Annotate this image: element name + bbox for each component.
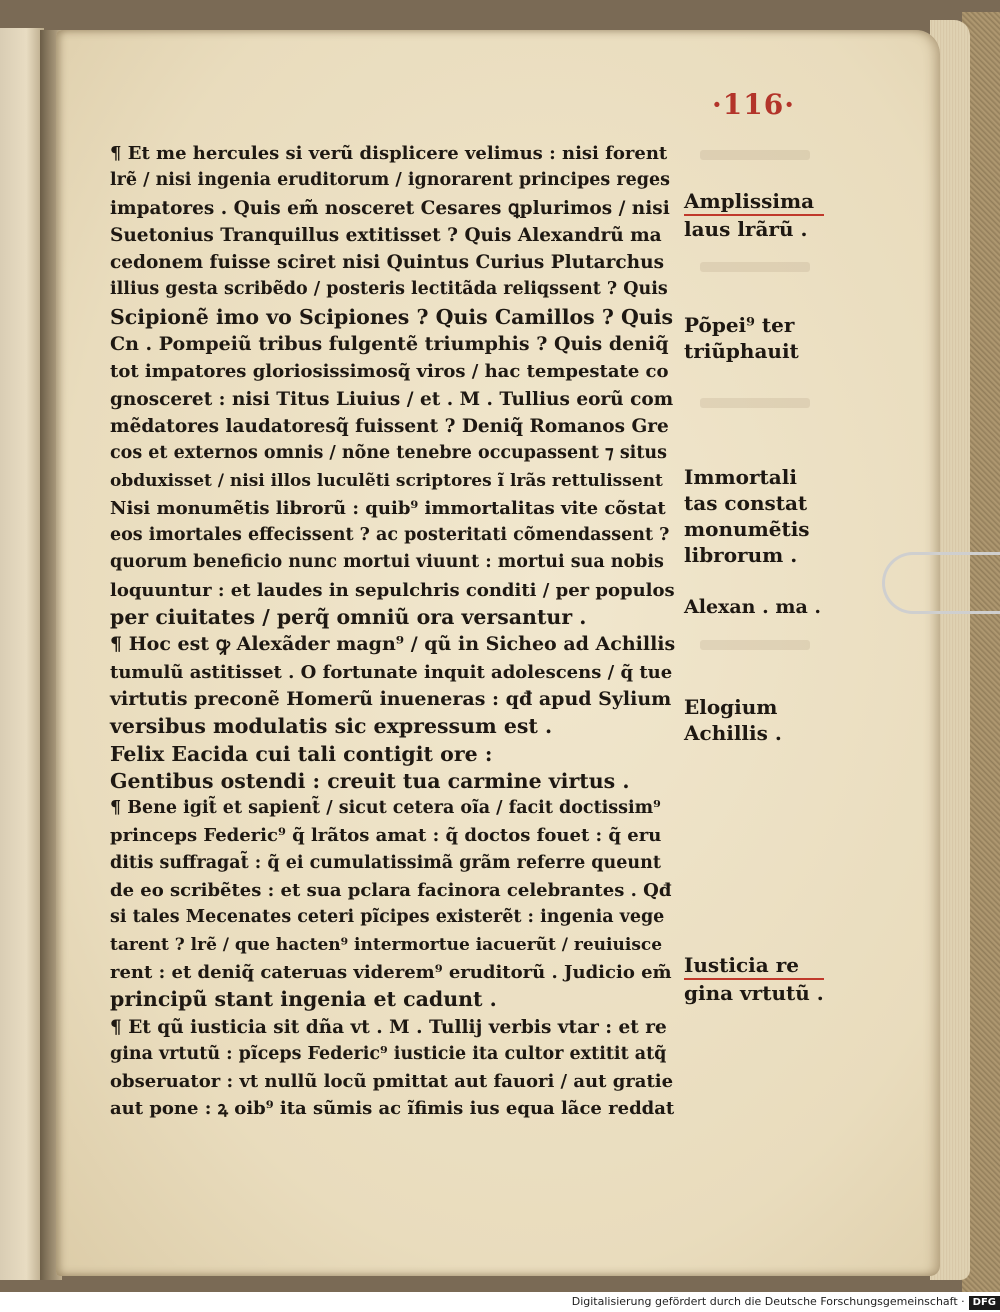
text-line: eos imortales effecissent ? ac posteritati cõmendassent ? [110,525,670,546]
text-line: Gentibus ostendi : creuit tua carmine virtus . [110,768,630,793]
text-line: illius gesta scribẽdo / posteris lectitãda reliqssent ? Quis [110,279,668,300]
text-line: cos et externos omnis / nõne tenebre occupassent ⁊ situs [110,443,667,464]
gloss-line: tas constat [684,491,808,515]
text-line: quorum beneficio nunc mortui viuunt : mortui sua nobis [110,552,664,573]
text-line: Nisi monumẽtis librorũ : quib⁹ immortalitas vite cõstat [110,497,666,519]
gloss-line: laus lrãrũ . [684,217,808,241]
digitization-credit [0,1292,1000,1312]
text-line: mẽdatores laudatoresq̃ fuissent ? Deniq̃ Romanos Gre [110,415,669,437]
text-line: per ciuitates / perq̃ omniũ ora versantur . [110,605,587,630]
gloss-line: Achillis . [684,721,782,745]
text-line: Scipionẽ imo vo Scipiones ? Quis Camillos ? Quis [110,304,674,329]
gloss-line: Immortali [684,465,797,489]
text-line: gina vrtutũ : pĩceps Federic⁹ iusticie ita cultor extitit atq̃ [110,1043,667,1064]
text-line: lrẽ / nisi ingenia eruditorum / ignorarent principes reges [110,170,670,191]
text-line: ¶ Et me hercules si verũ displicere velimus : nisi forent [110,143,668,164]
text-line: Suetonius Tranquillus extitisset ? Quis Alexandrũ ma [110,224,662,246]
folio-number: ·116· [712,88,795,121]
left-page-edge [0,28,44,1280]
main-text-block [110,140,676,1123]
text-line: rent : et deniq̃ cateruas viderem⁹ eruditorũ . Judicio em̃ [110,961,672,983]
text-line: aut pone : ꝝ oib⁹ ita sũmis ac ĩfimis ius equa lãce reddat [110,1098,675,1120]
show-through [700,640,810,650]
text-line: versibus modulatis sic expressum est . [110,714,553,739]
text-line: de eo scribẽtes : et sua pclara facinora celebrantes . Qđ [110,880,672,902]
gloss-line: Elogium [684,695,778,719]
marginal-gloss-pompeius [684,312,824,364]
marginal-gloss-amplissima [684,188,824,242]
text-line: gnosceret : nisi Titus Liuius / et . M . Tullius eorũ com [110,388,674,410]
text-line: tot impatores gloriosissimosq̃ viros / hac tempestate co [110,361,669,383]
gloss-line: librorum . [684,543,798,567]
text-line: si tales Mecenates ceteri pĩcipes existerẽt : ingenia vege [110,907,665,928]
text-line: princeps Federic⁹ q̃ lrãtos amat : q̃ doctos fouet : q̃ eru [110,825,662,847]
text-line: cedonem fuisse sciret nisi Quintus Curius Plutarchus [110,252,664,274]
gloss-line: Iusticia re [684,952,824,980]
text-line: virtutis preconẽ Homerũ inueneras : qđ apud Sylium [110,687,672,710]
credit-text: Digitalisierung gefördert durch die Deutsche Forschungsgemeinschaft · [571,1295,965,1308]
show-through [700,150,810,160]
show-through [700,262,810,272]
gloss-line: Amplissima [684,188,824,216]
marginal-gloss-immortalitas [684,464,824,568]
text-line: obseruator : vt nullũ locũ pmittat aut fauori / aut gratie [110,1071,674,1093]
text-line: Felix Eacida cui tali contigit ore : [110,741,493,766]
show-through [700,398,810,408]
gloss-line: gina vrtutũ . [684,981,824,1005]
marginal-gloss-elogium [684,694,824,746]
text-line: ¶ Hoc est ꝙ Alexãder magn⁹ / qũ in Sicheo ad Achillis [110,633,676,656]
text-line: ditis suffragat̃ : q̃ ei cumulatissimã grãm referre queunt [110,852,661,873]
gloss-line: Alexan . ma . [684,596,821,618]
text-line: Cn . Pompeiũ tribus fulgentẽ triumphis ? Quis deniq̃ [110,333,669,356]
text-line: principũ stant ingenia et cadunt . [110,987,497,1012]
text-line: impatores . Quis em̃ nosceret Cesares ꝗplurimos / nisi [110,197,670,219]
dfg-logo: DFG [969,1296,1000,1310]
text-line: loquuntur : et laudes in sepulchris conditi / per populos [110,579,675,601]
marginal-gloss-alexander [684,594,824,620]
text-line: tumulũ astitisset . O fortunate inquit adolescens / q̃ tue [110,661,673,683]
gloss-line: triũphauit [684,339,799,363]
gloss-line: Põpei⁹ ter [684,313,795,337]
page-clip [882,552,1000,614]
text-line: obduxisset / nisi illos luculẽti scriptores ĩ lrãs rettulissent [110,470,663,491]
gloss-line: monumẽtis [684,517,810,541]
marginal-gloss-iusticia [684,952,824,1006]
text-line: tarent ? lrẽ / que hacten⁹ intermortue iacuerũt / reuiuisce [110,934,663,955]
text-line: ¶ Bene igit̃ et sapient̃ / sicut cetera oĩa / facit doctissim⁹ [110,798,661,819]
text-line: ¶ Et qũ iusticia sit dña vt . M . Tullij verbis vtar : et re [110,1016,667,1038]
